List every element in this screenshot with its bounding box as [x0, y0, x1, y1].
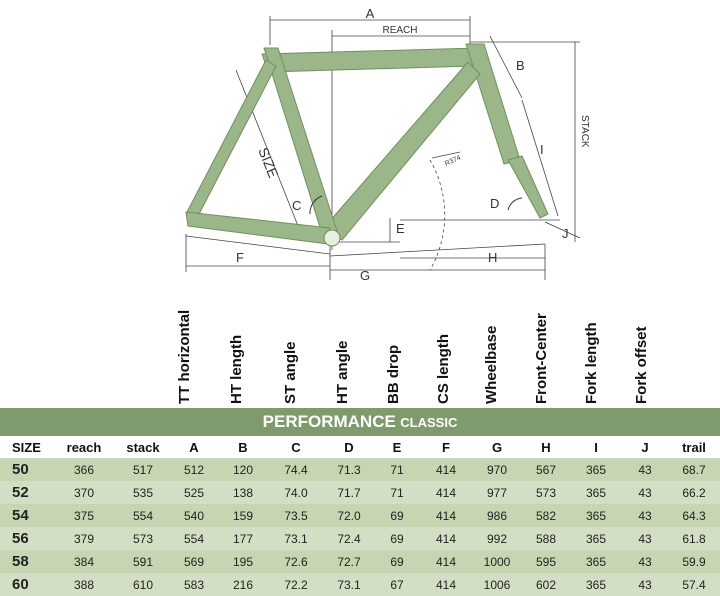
label-radius: R374 — [443, 154, 463, 168]
table-cell: 414 — [420, 481, 472, 504]
label-reach: REACH — [382, 25, 418, 36]
header-front-center: Front-Center — [533, 313, 550, 404]
table-cell: 159 — [218, 504, 268, 527]
col-header: I — [570, 436, 622, 458]
size-cell: 60 — [0, 573, 52, 596]
table-cell: 1000 — [472, 550, 522, 573]
table-cell: 72.2 — [268, 573, 324, 596]
header-ht-angle: HT angle — [334, 340, 351, 404]
table-cell: 986 — [472, 504, 522, 527]
label-g: G — [360, 268, 371, 283]
table-cell: 1006 — [472, 573, 522, 596]
table-cell: 195 — [218, 550, 268, 573]
col-header: G — [472, 436, 522, 458]
table-cell: 591 — [116, 550, 170, 573]
header-cs-length: CS length — [435, 334, 452, 404]
col-header: B — [218, 436, 268, 458]
col-header: D — [324, 436, 374, 458]
label-h: H — [488, 250, 498, 265]
col-header: A — [170, 436, 218, 458]
size-cell: 50 — [0, 458, 52, 481]
table-row — [0, 573, 720, 596]
size-cell: 58 — [0, 550, 52, 573]
table-cell: 588 — [522, 527, 570, 550]
table-cell: 43 — [622, 481, 668, 504]
table-cell: 71.7 — [324, 481, 374, 504]
banner-model-variant: CLASSIC — [400, 415, 458, 430]
table-cell: 69 — [374, 504, 420, 527]
table-cell: 535 — [116, 481, 170, 504]
table-row — [0, 504, 720, 527]
table-cell: 57.4 — [668, 573, 720, 596]
header-fork-offset: Fork offset — [633, 326, 650, 404]
table-body — [0, 458, 720, 596]
label-size: SIZE — [255, 145, 282, 180]
label-j: J — [562, 226, 569, 241]
table-cell: 370 — [52, 481, 116, 504]
table-cell: 595 — [522, 550, 570, 573]
table-cell: 610 — [116, 573, 170, 596]
size-cell: 52 — [0, 481, 52, 504]
table-cell: 573 — [522, 481, 570, 504]
table-cell: 977 — [472, 481, 522, 504]
table-cell: 414 — [420, 458, 472, 481]
table-cell: 517 — [116, 458, 170, 481]
frame-geometry-diagram — [0, 0, 720, 290]
table-cell: 73.1 — [268, 527, 324, 550]
table-row — [0, 527, 720, 550]
table-row — [0, 550, 720, 573]
table-cell: 512 — [170, 458, 218, 481]
table-cell: 43 — [622, 527, 668, 550]
table-cell: 525 — [170, 481, 218, 504]
rotated-column-headers — [0, 290, 720, 408]
table-cell: 43 — [622, 504, 668, 527]
table-cell: 69 — [374, 550, 420, 573]
table-cell: 569 — [170, 550, 218, 573]
geometry-table — [0, 436, 720, 596]
table-cell: 365 — [570, 458, 622, 481]
table-cell: 71.3 — [324, 458, 374, 481]
table-cell: 554 — [170, 527, 218, 550]
table-cell: 71 — [374, 481, 420, 504]
table-cell: 72.0 — [324, 504, 374, 527]
table-cell: 43 — [622, 573, 668, 596]
table-cell: 72.4 — [324, 527, 374, 550]
label-e: E — [396, 221, 405, 236]
label-d: D — [490, 196, 500, 211]
table-cell: 67 — [374, 573, 420, 596]
label-c: C — [292, 198, 302, 213]
table-cell: 365 — [570, 481, 622, 504]
table-cell: 120 — [218, 458, 268, 481]
label-a: A — [365, 6, 375, 21]
table-cell: 375 — [52, 504, 116, 527]
table-cell: 554 — [116, 504, 170, 527]
bike-frame — [186, 44, 548, 246]
table-cell: 366 — [52, 458, 116, 481]
table-cell: 216 — [218, 573, 268, 596]
label-b: B — [516, 58, 525, 73]
table-cell: 414 — [420, 573, 472, 596]
table-cell: 138 — [218, 481, 268, 504]
table-cell: 71 — [374, 458, 420, 481]
table-cell: 582 — [522, 504, 570, 527]
col-header: H — [522, 436, 570, 458]
table-cell: 567 — [522, 458, 570, 481]
table-cell: 365 — [570, 550, 622, 573]
table-cell: 365 — [570, 527, 622, 550]
col-header: reach — [52, 436, 116, 458]
table-cell: 573 — [116, 527, 170, 550]
table-cell: 414 — [420, 550, 472, 573]
table-cell: 74.0 — [268, 481, 324, 504]
table-cell: 602 — [522, 573, 570, 596]
col-header: J — [622, 436, 668, 458]
table-cell: 177 — [218, 527, 268, 550]
table-cell: 365 — [570, 573, 622, 596]
header-st-angle: ST angle — [282, 341, 299, 404]
table-cell: 970 — [472, 458, 522, 481]
table-cell: 68.7 — [668, 458, 720, 481]
table-cell: 74.4 — [268, 458, 324, 481]
size-cell: 54 — [0, 504, 52, 527]
header-wheelbase: Wheelbase — [483, 325, 500, 404]
table-cell: 583 — [170, 573, 218, 596]
header-ht-length: HT length — [228, 334, 245, 404]
col-header: C — [268, 436, 324, 458]
label-i: I — [540, 142, 544, 157]
table-row — [0, 481, 720, 504]
col-header: stack — [116, 436, 170, 458]
label-f: F — [236, 250, 244, 265]
banner-model-name: PERFORMANCE — [262, 412, 396, 431]
table-cell: 72.6 — [268, 550, 324, 573]
table-cell: 414 — [420, 504, 472, 527]
model-banner — [0, 408, 720, 436]
header-tt-horizontal: TT horizontal — [176, 309, 193, 404]
table-cell: 365 — [570, 504, 622, 527]
table-cell: 414 — [420, 527, 472, 550]
table-cell: 61.8 — [668, 527, 720, 550]
table-cell: 59.9 — [668, 550, 720, 573]
label-stack: STACK — [579, 115, 590, 148]
col-header: F — [420, 436, 472, 458]
table-cell: 992 — [472, 527, 522, 550]
table-cell: 73.1 — [324, 573, 374, 596]
size-cell: 56 — [0, 527, 52, 550]
table-cell: 66.2 — [668, 481, 720, 504]
table-cell: 43 — [622, 458, 668, 481]
col-header: E — [374, 436, 420, 458]
table-cell: 540 — [170, 504, 218, 527]
table-row — [0, 458, 720, 481]
table-cell: 43 — [622, 550, 668, 573]
header-bb-drop: BB drop — [385, 344, 402, 404]
col-header: trail — [668, 436, 720, 458]
col-header: SIZE — [0, 436, 52, 458]
table-cell: 64.3 — [668, 504, 720, 527]
table-header-row — [0, 436, 720, 458]
table-cell: 379 — [52, 527, 116, 550]
table-cell: 69 — [374, 527, 420, 550]
table-cell: 72.7 — [324, 550, 374, 573]
table-cell: 73.5 — [268, 504, 324, 527]
header-fork-length: Fork length — [583, 322, 600, 404]
table-cell: 384 — [52, 550, 116, 573]
table-cell: 388 — [52, 573, 116, 596]
